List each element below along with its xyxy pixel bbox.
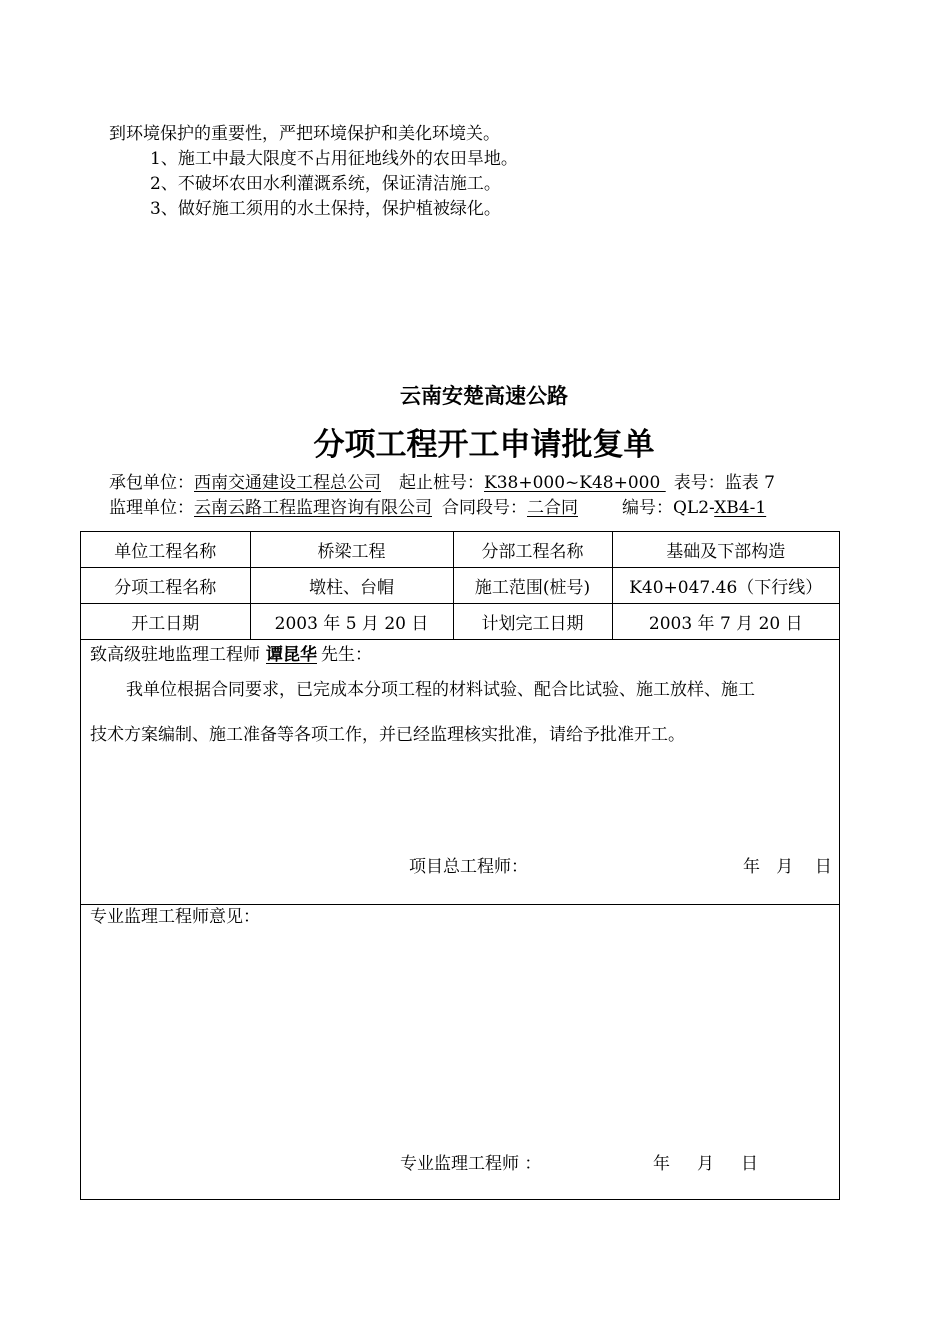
header-line-supervisor [109, 497, 766, 519]
supervisor-value: 云南云路工程监理咨询有限公司 [194, 498, 432, 518]
table-cell: 2003 年 7 月 20 日 [612, 604, 839, 640]
table-cell: 2003 年 5 月 20 日 [250, 604, 453, 640]
info-table [81, 532, 839, 640]
document-title: 云南安楚高速公路 [400, 384, 568, 408]
opinion-date-label: 年 月 日 [653, 1154, 759, 1174]
table-cell: 计划完工日期 [453, 604, 612, 640]
request-section [81, 640, 839, 905]
form-no-value: 监表 7 [724, 473, 775, 493]
table-cell: 桥梁工程 [250, 532, 453, 568]
contractor-label: 承包单位： [109, 473, 194, 493]
request-salutation [90, 644, 372, 666]
serial-value: XB4-1 [714, 498, 767, 518]
opinion-section [81, 905, 839, 1199]
table-cell: 开工日期 [81, 604, 250, 640]
stake-label: 起止桩号： [399, 473, 484, 493]
table-row [81, 532, 839, 568]
serial-label: 编号： [622, 498, 673, 518]
opinion-label: 专业监理工程师意见： [90, 907, 260, 927]
table-cell: 单位工程名称 [81, 532, 250, 568]
contractor-value: 西南交通建设工程总公司 [194, 473, 381, 493]
engineer-name: 谭昆华 [266, 645, 317, 665]
stake-value: K38+000~K48+000 [484, 473, 666, 493]
contract-value: 二合同 [527, 498, 578, 518]
chief-engineer-signature-label: 项目总工程师： [409, 857, 528, 877]
request-date-label: 年 月 日 [743, 857, 832, 877]
table-row [81, 568, 839, 604]
document-subtitle: 分项工程开工申请批复单 [313, 427, 655, 463]
contract-label: 合同段号： [442, 498, 527, 518]
table-cell: 分项工程名称 [81, 568, 250, 604]
request-body-line-2: 技术方案编制、施工准备等各项工作，并已经监理核实批准，请给予批准开工。 [90, 725, 685, 745]
intro-item-3: 3、做好施工须用的水土保持，保护植被绿化。 [150, 199, 501, 219]
approval-form [80, 531, 840, 1200]
table-cell: 基础及下部构造 [612, 532, 839, 568]
intro-continuation: 到环境保护的重要性，严把环境保护和美化环境关。 [109, 124, 500, 144]
intro-item-2: 2、不破坏农田水利灌溉系统，保证清洁施工。 [150, 174, 501, 194]
salutation-suffix: 先生： [321, 645, 372, 665]
header-line-contractor [109, 472, 775, 494]
table-row [81, 604, 839, 640]
form-no-label: 表号： [673, 473, 725, 493]
table-cell: 墩柱、台帽 [250, 568, 453, 604]
supervisor-signature-label: 专业监理工程师 ： [400, 1154, 542, 1174]
table-cell: K40+047.46（下行线） [612, 568, 839, 604]
salutation-prefix: 致高级驻地监理工程师 [90, 645, 260, 665]
table-cell: 施工范围(桩号) [453, 568, 612, 604]
supervisor-label: 监理单位： [109, 498, 194, 518]
request-body-line-1: 我单位根据合同要求，已完成本分项工程的材料试验、配合比试验、施工放样、施工 [126, 680, 755, 700]
serial-prefix: QL2- [673, 498, 715, 518]
intro-item-1: 1、施工中最大限度不占用征地线外的农田旱地。 [150, 149, 518, 169]
table-cell: 分部工程名称 [453, 532, 612, 568]
